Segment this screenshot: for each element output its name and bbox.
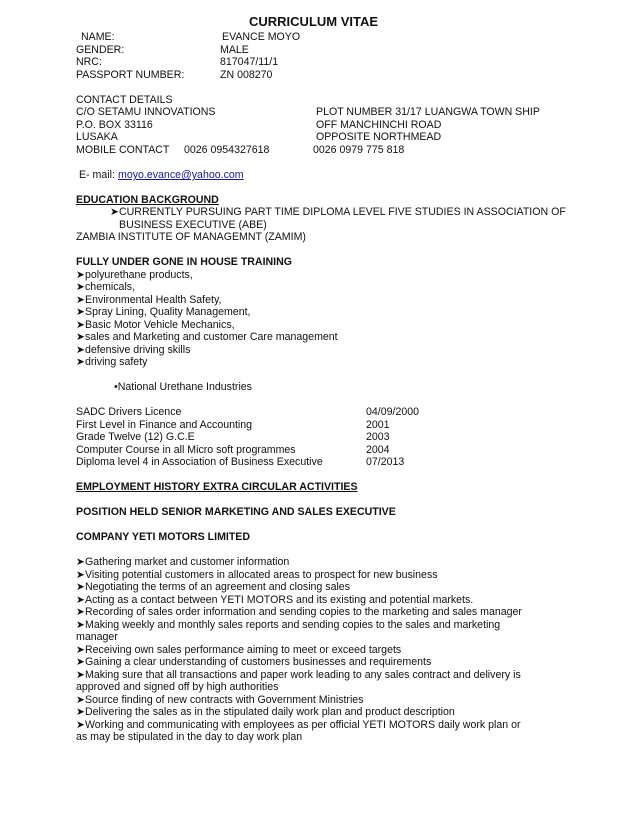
page-title: CURRICULUM VITAE [249,14,379,29]
email-link[interactable]: moyo.evance@yahoo.com [118,169,244,181]
duty-item: ➤Receiving own sales performance aiming to meet or exceed targets [76,644,402,656]
duty-item: ➤Gaining a clear understanding of customers businesses and requirements [76,656,432,668]
nrc-label: NRC: [76,56,102,68]
qualification-name: First Level in Finance and Accounting [76,419,253,431]
training-item: ➤Environmental Health Safety, [76,294,222,306]
duty-item-continued: as may be stipulated in the day to day work plan [76,731,303,743]
duty-item: ➤Gathering market and customer information [76,556,290,568]
training-item: ➤defensive driving skills [76,344,191,356]
company-name: COMPANY YETI MOTORS LIMITED [76,531,251,543]
qualification-date: 2003 [366,431,390,443]
check-bullet-icon: ➤ [76,569,85,581]
check-bullet-icon: ➤ [76,319,85,331]
training-item: ➤chemicals, [76,281,136,293]
mobile-number: 0026 0979 775 818 [313,144,405,156]
contact-address-line: OFF MANCHINCHI ROAD [316,119,442,131]
qualification-name: Computer Course in all Micro soft programmes [76,444,296,456]
contact-address-line: PLOT NUMBER 31/17 LUANGWA TOWN SHIP [316,106,540,118]
check-bullet-icon: ➤ [76,281,85,293]
training-heading: FULLY UNDER GONE IN HOUSE TRAINING [76,256,293,268]
contact-address-line: P.O. BOX 33116 [76,119,153,131]
gender-label: GENDER: [76,44,125,56]
qualification-date: 2001 [366,419,390,431]
education-item [110,206,566,218]
qualification-name: Grade Twelve (12) G.C.E [76,431,195,443]
dot-bullet-icon: • [114,381,118,393]
training-item: ➤sales and Marketing and customer Care management [76,331,338,343]
duty-item: ➤Delivering the sales as in the stipulated daily work plan and product description [76,706,455,718]
check-bullet-icon: ➤ [76,356,85,368]
duty-item: ➤Making sure that all transactions and paper work leading to any sales contract and delivery is [76,669,521,681]
contact-heading: CONTACT DETAILS [76,94,173,106]
qualification-name: SADC Drivers Licence [76,406,182,418]
training-item: ➤Basic Motor Vehicle Mechanics, [76,319,235,331]
qualification-name: Diploma level 4 in Association of Business Executive [76,456,323,468]
qualification-date: 04/09/2000 [366,406,420,418]
check-bullet-icon: ➤ [110,206,119,218]
name-label: NAME: [81,31,115,43]
training-item: ➤Spray Lining, Quality Management, [76,306,251,318]
education-item-text: CURRENTLY PURSUING PART TIME DIPLOMA LEVEL FIVE STUDIES IN ASSOCIATION OF [119,206,566,218]
duty-item: ➤Visiting potential customers in allocated areas to prospect for new business [76,569,438,581]
check-bullet-icon: ➤ [76,706,85,718]
contact-address-line: LUSAKA [76,131,118,143]
training-item: ➤polyurethane products, [76,269,193,281]
check-bullet-icon: ➤ [76,581,85,593]
education-institution: ZAMBIA INSTITUTE OF MANAGEMNT (ZAMIM) [76,231,306,243]
name-value: EVANCE MOYO [222,31,301,43]
contact-address-line: OPPOSITE NORTHMEAD [316,131,442,143]
gender-value: MALE [220,44,249,56]
check-bullet-icon: ➤ [76,719,85,731]
position-held: POSITION HELD SENIOR MARKETING AND SALES EXECUTIVE [76,506,396,518]
duty-item-continued: approved and signed off by high authorities [76,681,279,693]
duty-item-continued: manager [76,631,118,643]
check-bullet-icon: ➤ [76,644,85,656]
education-item-continued: BUSINESS EXECUTIVE (ABE) [119,219,267,231]
check-bullet-icon: ➤ [76,606,85,618]
check-bullet-icon: ➤ [76,331,85,343]
duty-item: ➤Recording of sales order information and sending copies to the marketing and sales manager [76,606,522,618]
duty-item: ➤Source finding of new contracts with Government Ministries [76,694,364,706]
check-bullet-icon: ➤ [76,594,85,606]
check-bullet-icon: ➤ [76,669,85,681]
check-bullet-icon: ➤ [76,619,85,631]
check-bullet-icon: ➤ [76,294,85,306]
check-bullet-icon: ➤ [76,306,85,318]
duty-item: ➤Making weekly and monthly sales reports and sending copies to the sales and marketing [76,619,501,631]
qualification-date: 2004 [366,444,390,456]
nrc-value: 817047/11/1 [220,56,279,68]
training-employer: •National Urethane Industries [114,381,252,393]
duty-item: ➤Working and communicating with employees as per official YETI MOTORS daily work plan or [76,719,521,731]
contact-address-line: C/O SETAMU INNOVATIONS [76,106,216,118]
check-bullet-icon: ➤ [76,344,85,356]
mobile-label: MOBILE CONTACT [76,144,170,156]
check-bullet-icon: ➤ [76,556,85,568]
passport-label: PASSPORT NUMBER: [76,69,185,81]
education-heading: EDUCATION BACKGROUND [76,194,219,206]
mobile-number: 0026 0954327618 [184,144,270,156]
check-bullet-icon: ➤ [76,656,85,668]
duty-item: ➤Acting as a contact between YETI MOTORS and its existing and potential markets. [76,594,474,606]
employment-heading: EMPLOYMENT HISTORY EXTRA CIRCULAR ACTIVITIES [76,481,358,493]
check-bullet-icon: ➤ [76,269,85,281]
duty-item: ➤Negotiating the terms of an agreement and closing sales [76,581,350,593]
email-label: E- mail: [79,169,115,181]
passport-value: ZN 008270 [220,69,273,81]
qualification-date: 07/2013 [366,456,405,468]
check-bullet-icon: ➤ [76,694,85,706]
training-item: ➤driving safety [76,356,148,368]
